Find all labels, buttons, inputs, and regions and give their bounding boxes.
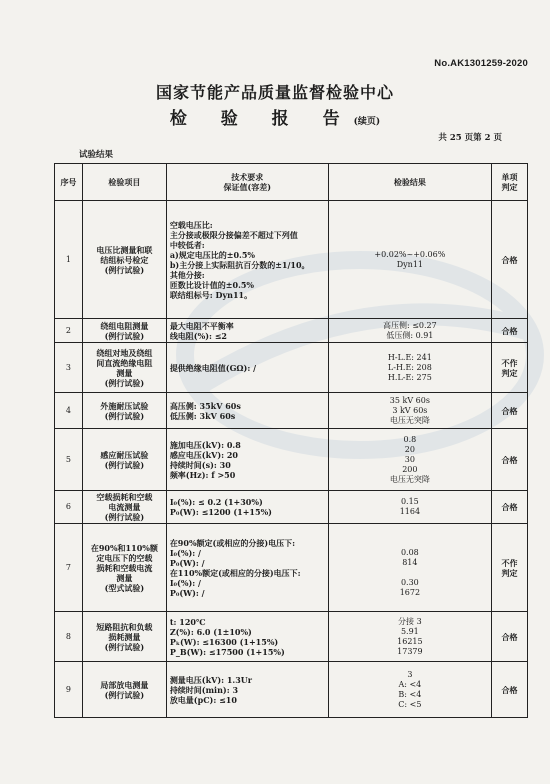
row-item-line: (例行试验) (104, 689, 145, 700)
row-item (82, 319, 166, 343)
row-requirement-line: 持续时间(s): 30 (169, 459, 231, 470)
row-item (82, 429, 166, 491)
header-judge-line: 单项 (501, 172, 518, 182)
row-judgement-line: 判定 (501, 567, 518, 578)
row-result-line: 低压侧: 0.91 (386, 330, 434, 340)
row-item-line: (例行试验) (104, 459, 145, 470)
table-row (55, 429, 528, 491)
row-requirement (166, 429, 328, 491)
document-number: No.AK1301259-2020 (434, 58, 528, 69)
row-result-line: 0.30 (400, 577, 419, 587)
header-req-line: 技术要求 (231, 172, 264, 182)
row-item-line: 电流测量 (108, 502, 141, 512)
row-result (328, 343, 491, 393)
header-seq: 序号 (55, 164, 83, 201)
row-result-line: 17379 (397, 646, 423, 656)
row-requirement-line: 频率(Hz): f >50 (169, 469, 236, 480)
continued-label: (续页) (353, 117, 381, 127)
row-requirement-line: 主分接或极限分接偏差不超过下列值 (169, 229, 298, 240)
row-judgement-line: 判定 (501, 367, 518, 378)
table-row (55, 319, 528, 343)
row-item-line: 电压比测量和联 (96, 244, 153, 255)
row-seq: 4 (55, 393, 83, 429)
row-requirement-line: 空载电压比: (169, 219, 213, 230)
row-judgement-line: 合格 (501, 254, 518, 265)
row-requirement (166, 491, 328, 524)
row-requirement-line: 感应电压(kV): 20 (169, 449, 239, 460)
row-requirement-line: I₀(%): / (169, 547, 201, 558)
table-row (55, 343, 528, 393)
row-result-line: B: <4 (398, 689, 422, 699)
row-requirement-line: t: 120℃ (169, 616, 206, 627)
row-judgement-line: 合格 (501, 631, 518, 642)
row-item (82, 612, 166, 662)
table-row (55, 662, 528, 718)
report-title (0, 104, 550, 129)
row-judgement-line: 合格 (501, 325, 518, 336)
row-seq: 6 (55, 491, 83, 524)
row-item-line: 感应耐压试验 (100, 449, 149, 460)
row-result (328, 612, 491, 662)
row-item (82, 662, 166, 718)
row-result (328, 319, 491, 343)
table-row (55, 612, 528, 662)
row-item-line: 测量 (116, 572, 133, 583)
row-result-line: 电压无突降 (389, 474, 430, 484)
row-requirement-line: 持续时间(min): 3 (169, 684, 239, 695)
row-item-line: 局部放电测量 (100, 679, 149, 690)
row-requirement (166, 662, 328, 718)
table-header-row (55, 164, 528, 201)
row-item-line: 外施耐压试验 (100, 400, 149, 411)
row-judgement (492, 524, 528, 612)
row-requirement-line: 最大电阻不平衡率 (169, 320, 234, 331)
row-seq: 3 (55, 343, 83, 393)
row-result-line: 3 kV 60s (392, 405, 428, 415)
row-item-line: (型式试验) (104, 582, 145, 593)
page-info: 共 25 页第 2 页 (438, 133, 502, 143)
row-item-line: 短路阻抗和负载 (96, 621, 153, 632)
row-result-line: 1164 (399, 507, 421, 516)
row-item-line: 测量 (116, 367, 133, 378)
row-requirement-line: 放电量(pC): ≤10 (169, 694, 237, 705)
row-result (328, 662, 491, 718)
row-item-line: 定电压下的空载 (96, 552, 153, 563)
row-result (328, 429, 491, 491)
row-result-line: 16215 (397, 636, 423, 646)
row-result-line: 814 (402, 557, 418, 567)
row-item-line: 损耗测量 (108, 631, 141, 642)
row-item (82, 343, 166, 393)
row-item-line: (例行试验) (104, 410, 145, 421)
row-requirement (166, 393, 328, 429)
row-requirement-line: 施加电压(kV): 0.8 (169, 439, 241, 450)
row-requirement (166, 319, 328, 343)
row-result (328, 491, 491, 524)
row-judgement (492, 393, 528, 429)
row-judgement (492, 429, 528, 491)
row-requirement-line: 匝数比设计值的±0.5% (169, 279, 255, 290)
row-requirement (166, 201, 328, 319)
header-item: 检验项目 (82, 164, 166, 201)
row-judgement-line: 不作 (501, 357, 518, 368)
row-requirement-line: P₀(W): ≤1200 (1+15%) (169, 507, 272, 517)
row-result-line: 20 (404, 444, 415, 454)
row-requirement-line: P₀(W): / (169, 587, 205, 598)
section-title: 试验结果 (79, 150, 114, 160)
row-requirement-line: 低压侧: 3kV 60s (169, 410, 236, 421)
row-requirement-line: I₀(%): ≤ 0.2 (1+30%) (169, 497, 263, 507)
row-item-line: (例行试验) (104, 377, 145, 388)
row-item-line: (例行试验) (104, 264, 145, 275)
row-result (328, 393, 491, 429)
header-judge-line: 判定 (501, 182, 518, 192)
table-row (55, 201, 528, 319)
row-seq: 1 (55, 201, 83, 319)
row-requirement-line: 测量电压(kV): 1.3Ur (169, 674, 252, 685)
row-result-line: A: <4 (398, 679, 422, 689)
row-result-line: L-H.E: 208 (387, 362, 432, 372)
table-row (55, 524, 528, 612)
row-judgement-line: 不作 (501, 557, 518, 568)
row-item (82, 524, 166, 612)
header-req-line: 保证值(容差) (223, 182, 272, 192)
row-judgement (492, 319, 528, 343)
row-result (328, 524, 491, 612)
row-judgement (492, 612, 528, 662)
row-requirement-line: P₀(W): / (169, 557, 205, 568)
row-judgement-line: 合格 (501, 405, 518, 416)
row-requirement-line: 其他分接: (169, 269, 205, 280)
row-requirement-line: 线电阻(%): ≤2 (169, 330, 227, 341)
row-judgement-line: 合格 (501, 684, 518, 695)
row-result-line: 分接 3 (398, 616, 422, 626)
row-item (82, 393, 166, 429)
row-requirement-line: a)规定电压比的±0.5% (169, 249, 256, 260)
table-row (55, 393, 528, 429)
row-judgement (492, 662, 528, 718)
row-result-line: C: <5 (398, 699, 422, 709)
row-item-line: 绕组对地及绕组 (96, 347, 153, 358)
row-requirement-line: P_B(W): ≤17500 (1+15%) (169, 646, 285, 657)
header-judgement (492, 164, 528, 201)
row-requirement-line: Pₖ(W): ≤16300 (1+15%) (169, 636, 279, 647)
results-table (54, 163, 528, 718)
row-requirement-line: 提供绝缘电阻值(GΩ): / (169, 362, 256, 373)
row-judgement (492, 201, 528, 319)
row-requirement-line: b)主分接上实际阻抗百分数的±1/10。 (169, 259, 310, 270)
row-item-line: 结组标号检定 (100, 254, 149, 265)
row-judgement (492, 343, 528, 393)
row-result-line: 高压侧: ≤0.27 (382, 320, 437, 330)
row-result-line: 0.08 (400, 547, 419, 557)
row-result (328, 201, 491, 319)
row-item (82, 201, 166, 319)
row-requirement-line: 联结组标号: Dyn11。 (169, 289, 253, 300)
row-item-line: (例行试验) (104, 330, 145, 341)
row-item (82, 491, 166, 524)
row-item-line: (例行试验) (104, 641, 145, 652)
row-seq: 9 (55, 662, 83, 718)
row-item-line: (例行试验) (104, 512, 145, 522)
row-requirement-line: 中较低者: (169, 239, 205, 250)
row-judgement-line: 合格 (501, 454, 518, 465)
row-result-line: 0.8 (403, 434, 417, 444)
row-seq: 5 (55, 429, 83, 491)
row-judgement (492, 491, 528, 524)
row-result-line: 5.91 (400, 626, 419, 636)
row-result-line (332, 568, 488, 578)
row-requirement (166, 343, 328, 393)
row-requirement (166, 524, 328, 612)
row-seq: 7 (55, 524, 83, 612)
row-result-line: 1672 (399, 587, 421, 597)
row-item-line: 在90%和110%额 (90, 542, 158, 553)
row-result-line: H.L-E: 275 (387, 372, 432, 382)
report-institution-title: 国家节能产品质量监督检验中心 (155, 83, 394, 102)
row-result-line: 0.15 (400, 497, 419, 506)
row-requirement-line: 在110%额定(或相应的分接)电压下: (169, 567, 301, 578)
row-result-line: +0.02%~+0.06% (374, 249, 446, 259)
row-seq: 8 (55, 612, 83, 662)
row-item-line: 空载损耗和空载 (96, 492, 153, 502)
row-judgement-line: 合格 (501, 502, 518, 512)
row-seq: 2 (55, 319, 83, 343)
row-result-line: H-L.E: 241 (387, 352, 432, 362)
row-result-line: 200 (402, 464, 418, 474)
row-requirement (166, 612, 328, 662)
report-title-text: 检 验 报 告 (169, 109, 354, 129)
row-requirement-line: I₀(%): / (169, 577, 201, 588)
row-result-line: 3 (407, 669, 413, 679)
table-row (55, 491, 528, 524)
header-result: 检验结果 (328, 164, 491, 201)
row-result-line (332, 538, 488, 548)
row-item-line: 间直流绝缘电阻 (96, 357, 153, 368)
row-requirement-line: 在90%额定(或相应的分接)电压下: (169, 537, 296, 548)
row-item-line: 损耗和空载电流 (96, 562, 153, 573)
row-result-line: Dyn11 (396, 259, 423, 269)
row-result-line: 35 kV 60s (389, 395, 430, 405)
row-requirement-line: 高压侧: 35kV 60s (169, 400, 241, 411)
row-result-line: 电压无突降 (389, 415, 430, 425)
row-item-line: 绕组电阻测量 (100, 320, 149, 331)
row-requirement-line: Z(%): 6.0 (1±10%) (169, 626, 252, 637)
header-requirement (166, 164, 328, 201)
row-result-line: 30 (404, 454, 415, 464)
